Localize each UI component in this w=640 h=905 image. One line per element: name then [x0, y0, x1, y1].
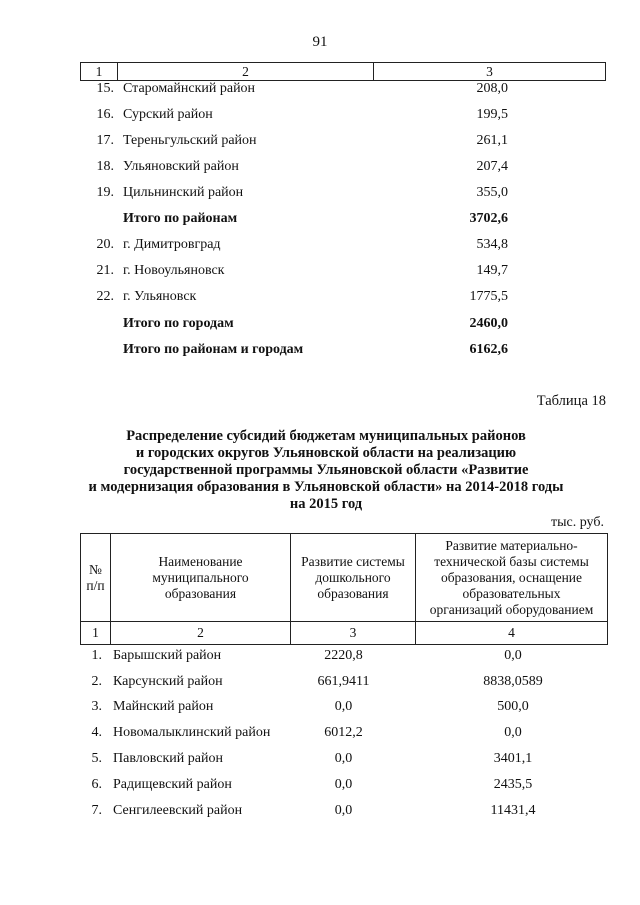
row-name: г. Димитровград	[123, 237, 221, 252]
row-material-value: 0,0	[504, 725, 522, 740]
subtotal-row-districts	[80, 211, 604, 233]
row-name: Карсунский район	[113, 674, 223, 689]
row-value: 3702,6	[469, 211, 508, 226]
row-number: 19.	[96, 185, 114, 200]
header-line: дошкольного	[315, 569, 391, 585]
row-value: 534,8	[476, 237, 508, 252]
col-number-4: 4	[508, 625, 515, 640]
table-heading	[60, 428, 592, 513]
table-row	[80, 185, 604, 207]
table-row	[80, 803, 606, 825]
table-row	[80, 648, 606, 670]
row-preschool-value: 0,0	[334, 751, 353, 766]
row-name: Сенгилеевский район	[113, 803, 243, 818]
row-preschool-value: 0,0	[334, 777, 353, 792]
row-name: Цильнинский район	[123, 185, 244, 200]
row-material-value: 2435,5	[493, 777, 533, 792]
header-line: п/п	[86, 577, 105, 593]
table1-header-col1: 1	[95, 64, 103, 79]
row-name: г. Ульяновск	[123, 289, 197, 304]
row-name: Радищевский район	[113, 777, 232, 792]
row-value: 199,5	[476, 107, 508, 122]
row-name: Итого по районам и городам	[123, 342, 304, 357]
total-row	[80, 342, 604, 364]
header-line: образовательных	[462, 585, 561, 601]
table-row	[80, 751, 606, 773]
row-preschool-value: 661,9411	[317, 674, 370, 689]
heading-line: на 2015 год	[289, 496, 363, 512]
row-name: Тереньгульский район	[123, 133, 257, 148]
table-row	[80, 725, 606, 747]
table1-header	[80, 62, 606, 81]
table-row	[80, 133, 604, 155]
table-row	[80, 263, 604, 285]
row-number: 18.	[96, 159, 114, 174]
row-preschool-value: 2220,8	[324, 648, 363, 663]
header-col-preschool	[291, 534, 415, 621]
row-number: 15.	[96, 81, 114, 96]
header-line: муниципального	[152, 569, 249, 585]
header-line: Развитие системы	[301, 553, 405, 569]
row-name: г. Новоульяновск	[123, 263, 225, 278]
table1-header-col3: 3	[486, 64, 493, 79]
row-value: 6162,6	[469, 342, 508, 357]
row-number: 6.	[91, 777, 102, 792]
heading-line: и модернизация образования в Ульяновской области» на 2014-2018 годы	[88, 479, 564, 495]
row-value: 1775,5	[469, 289, 508, 304]
row-value: 207,4	[476, 159, 508, 174]
row-material-value: 11431,4	[490, 803, 536, 818]
header-line: образования	[317, 585, 389, 601]
heading-line: Распределение субсидий бюджетам муниципальных районов	[126, 428, 526, 444]
row-number: 5.	[91, 751, 102, 766]
row-material-value: 8838,0589	[483, 674, 543, 689]
row-number: 21.	[96, 263, 114, 278]
col-number-3: 3	[349, 625, 357, 640]
header-col-name	[111, 534, 290, 621]
row-name: Павловский район	[113, 751, 223, 766]
row-value: 2460,0	[469, 316, 508, 331]
table-label: Таблица 18	[536, 393, 606, 409]
table-row	[80, 159, 604, 181]
row-material-value: 0,0	[504, 648, 522, 663]
row-name: Старомайнский район	[123, 81, 256, 96]
table-row	[80, 674, 606, 696]
table-row	[80, 777, 606, 799]
row-material-value: 500,0	[497, 699, 529, 714]
header-line: технической базы системы	[434, 553, 589, 569]
heading-line: государственной программы Ульяновской области «Развитие	[123, 462, 529, 478]
header-col-number	[81, 534, 110, 621]
row-number: 7.	[91, 803, 102, 818]
table-row	[80, 237, 604, 259]
row-number: 4.	[91, 725, 102, 740]
row-number: 20.	[96, 237, 114, 252]
row-name: Итого по городам	[123, 316, 234, 331]
row-name: Итого по районам	[123, 211, 238, 226]
header-line: организаций оборудованием	[429, 601, 594, 617]
table-row	[80, 289, 604, 311]
table1-header-col2: 2	[242, 64, 249, 79]
col-number-1: 1	[92, 625, 99, 640]
row-preschool-value: 0,0	[334, 803, 353, 818]
row-value: 208,0	[476, 81, 508, 96]
header-line: Наименование	[158, 553, 243, 569]
row-value: 355,0	[476, 185, 508, 200]
header-line: образования, оснащение	[440, 569, 583, 585]
row-preschool-value: 6012,2	[324, 725, 363, 740]
row-value: 149,7	[476, 263, 508, 278]
row-value: 261,1	[476, 133, 508, 148]
row-name: Барышский район	[113, 648, 222, 663]
row-number: 17.	[96, 133, 114, 148]
table-row	[80, 107, 604, 129]
row-name: Новомалыклинский район	[113, 725, 271, 740]
col-number-2: 2	[197, 625, 204, 640]
row-number: 3.	[91, 699, 102, 714]
table2-header	[80, 533, 608, 645]
row-name: Майнский район	[113, 699, 214, 714]
units-label: тыс. руб.	[551, 515, 604, 530]
heading-line: и городских округов Ульяновской области на реализацию	[135, 445, 517, 461]
row-name: Ульяновский район	[123, 159, 239, 174]
row-number: 1.	[91, 648, 102, 663]
row-preschool-value: 0,0	[334, 699, 353, 714]
header-line: Развитие материально-	[445, 537, 578, 553]
table-row	[80, 699, 606, 721]
row-material-value: 3401,1	[493, 751, 533, 766]
subtotal-row-cities	[80, 316, 604, 338]
row-number: 22.	[96, 289, 114, 304]
row-number: 2.	[91, 674, 102, 689]
header-col-material-base	[416, 534, 607, 621]
header-line: образования	[164, 585, 237, 601]
header-line: №	[89, 561, 102, 577]
page-number: 91	[312, 34, 328, 50]
table-row	[80, 81, 604, 103]
row-name: Сурский район	[123, 107, 213, 122]
row-number: 16.	[96, 107, 114, 122]
